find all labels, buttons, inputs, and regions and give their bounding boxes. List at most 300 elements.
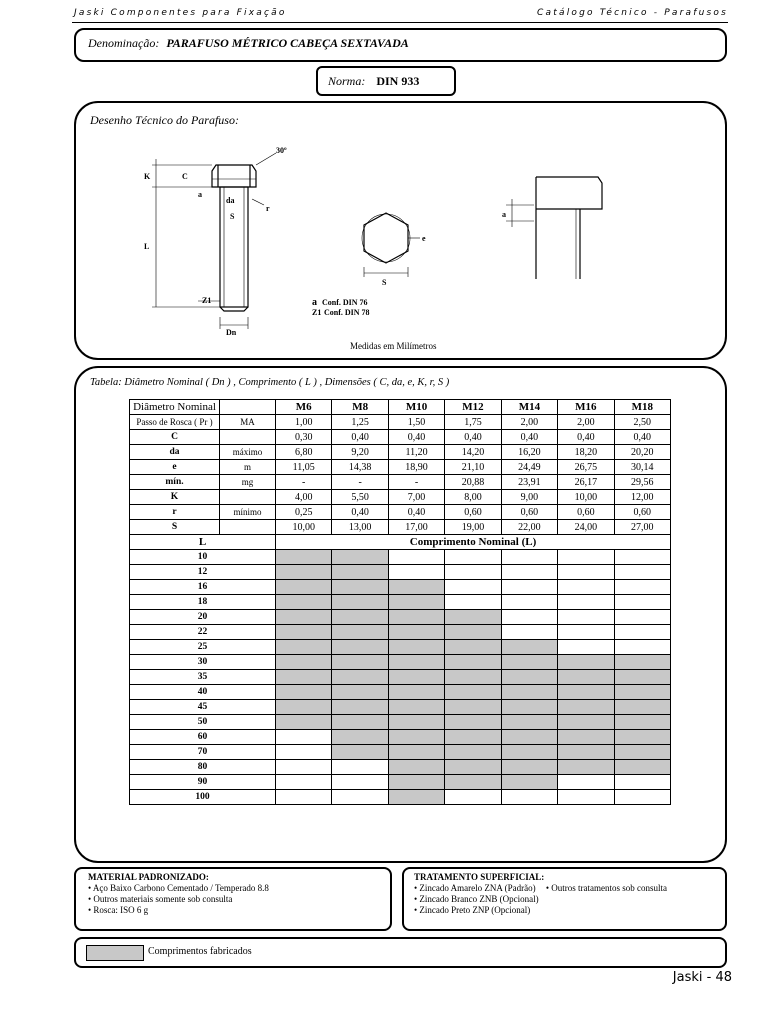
length-row xyxy=(130,625,671,640)
spec-row-sublabel xyxy=(220,400,276,415)
spec-cell: 4,00 xyxy=(276,490,332,505)
drawing-note-a-text: Conf. DIN 76 xyxy=(322,298,368,307)
availability-cell xyxy=(558,580,614,595)
availability-cell xyxy=(332,700,388,715)
availability-cell xyxy=(501,550,557,565)
availability-cell xyxy=(445,550,501,565)
availability-cell xyxy=(332,730,388,745)
availability-cell xyxy=(501,745,557,760)
spec-cell: M6 xyxy=(276,400,332,415)
availability-cell xyxy=(614,565,670,580)
spec-cell: 20,88 xyxy=(445,475,501,490)
spec-row xyxy=(130,520,671,535)
spec-cell: 14,20 xyxy=(445,445,501,460)
drawing-label-da: da xyxy=(226,196,235,205)
availability-cell xyxy=(558,655,614,670)
surface-treatment-box xyxy=(402,867,727,931)
length-label: 20 xyxy=(130,610,276,625)
spec-cell: 0,60 xyxy=(558,505,614,520)
availability-cell xyxy=(501,595,557,610)
page-number: Jaski - 48 xyxy=(672,970,732,985)
material-title: MATERIAL PADRONIZADO: xyxy=(88,872,209,882)
length-label: 30 xyxy=(130,655,276,670)
availability-cell xyxy=(445,580,501,595)
availability-cell xyxy=(614,775,670,790)
spec-cell: M12 xyxy=(445,400,501,415)
availability-cell xyxy=(388,685,444,700)
length-header-label: L xyxy=(130,535,276,550)
availability-cell xyxy=(501,775,557,790)
availability-cell xyxy=(445,625,501,640)
availability-cell xyxy=(388,760,444,775)
length-row xyxy=(130,595,671,610)
spec-cell: 0,40 xyxy=(614,430,670,445)
availability-cell xyxy=(276,655,332,670)
availability-cell xyxy=(445,745,501,760)
availability-cell xyxy=(388,595,444,610)
availability-cell xyxy=(276,565,332,580)
spec-row-label: S xyxy=(130,520,220,535)
denomination-value: PARAFUSO MÉTRICO CABEÇA SEXTAVADA xyxy=(166,36,409,50)
spec-cell: M14 xyxy=(501,400,557,415)
availability-cell xyxy=(332,775,388,790)
availability-cell xyxy=(501,670,557,685)
length-row xyxy=(130,655,671,670)
spec-cell: 0,30 xyxy=(276,430,332,445)
spec-cell: 19,00 xyxy=(445,520,501,535)
availability-cell xyxy=(276,640,332,655)
availability-cell xyxy=(614,655,670,670)
spec-row-sublabel: MA xyxy=(220,415,276,430)
length-row xyxy=(130,580,671,595)
spec-row xyxy=(130,400,671,415)
availability-cell xyxy=(501,730,557,745)
availability-cell xyxy=(614,730,670,745)
availability-cell xyxy=(558,715,614,730)
length-label: 18 xyxy=(130,595,276,610)
availability-cell xyxy=(388,655,444,670)
length-label: 22 xyxy=(130,625,276,640)
spec-row-sublabel xyxy=(220,430,276,445)
drawing-label-r: r xyxy=(266,204,270,213)
spec-row xyxy=(130,505,671,520)
length-label: 35 xyxy=(130,670,276,685)
availability-cell xyxy=(388,775,444,790)
spec-cell: 7,00 xyxy=(388,490,444,505)
length-row xyxy=(130,760,671,775)
availability-cell xyxy=(388,610,444,625)
length-label: 50 xyxy=(130,715,276,730)
spec-cell: 27,00 xyxy=(614,520,670,535)
length-label: 16 xyxy=(130,580,276,595)
availability-cell xyxy=(558,685,614,700)
availability-cell xyxy=(445,730,501,745)
treatment-item: • Zincado Amarelo ZNA (Padrão) • Outros tratamentos sob consulta xyxy=(414,883,668,893)
spec-cell: 18,20 xyxy=(558,445,614,460)
length-row xyxy=(130,565,671,580)
availability-cell xyxy=(445,595,501,610)
availability-cell xyxy=(445,670,501,685)
spec-cell: 0,60 xyxy=(501,505,557,520)
length-row xyxy=(130,550,671,565)
norma-value: DIN 933 xyxy=(376,74,420,88)
spec-row-label: da xyxy=(130,445,220,460)
drawing-label-a: a xyxy=(198,190,202,199)
availability-cell xyxy=(388,730,444,745)
spec-cell: 24,00 xyxy=(558,520,614,535)
spec-cell: 6,80 xyxy=(276,445,332,460)
treatment-extra: Outros tratamentos sob consulta xyxy=(551,883,668,893)
spec-cell: 0,40 xyxy=(332,505,388,520)
length-row xyxy=(130,730,671,745)
availability-cell xyxy=(614,745,670,760)
spec-cell: 5,50 xyxy=(332,490,388,505)
availability-cell xyxy=(501,655,557,670)
spec-row-label: K xyxy=(130,490,220,505)
availability-cell xyxy=(614,700,670,715)
spec-cell: 0,40 xyxy=(388,505,444,520)
length-label: 12 xyxy=(130,565,276,580)
availability-cell xyxy=(445,760,501,775)
spec-row-label: C xyxy=(130,430,220,445)
availability-cell xyxy=(558,670,614,685)
spec-cell: 13,00 xyxy=(332,520,388,535)
availability-cell xyxy=(445,655,501,670)
drawing-note-z1-text: Conf. DIN 78 xyxy=(324,308,370,317)
availability-cell xyxy=(614,580,670,595)
availability-cell xyxy=(332,610,388,625)
drawing-label-k: K xyxy=(144,172,151,181)
drawing-note-a-key: a xyxy=(312,297,317,308)
availability-cell xyxy=(501,685,557,700)
availability-cell xyxy=(501,760,557,775)
availability-cell xyxy=(388,550,444,565)
denomination-label: Denominação: xyxy=(88,36,160,50)
availability-cell xyxy=(276,715,332,730)
length-label: 100 xyxy=(130,790,276,805)
spec-cell: 0,40 xyxy=(388,430,444,445)
length-label: 10 xyxy=(130,550,276,565)
bolt-side-view xyxy=(152,153,276,329)
material-item-3: Rosca: ISO 6 g xyxy=(93,905,149,915)
treatment-item-1: Zincado Amarelo ZNA (Padrão) xyxy=(419,883,536,893)
availability-cell xyxy=(501,580,557,595)
legend-box xyxy=(74,937,727,968)
length-row xyxy=(130,610,671,625)
drawing-label-c: C xyxy=(182,172,188,181)
spec-cell: 22,00 xyxy=(501,520,557,535)
material-box xyxy=(74,867,392,931)
spec-cell: 14,38 xyxy=(332,460,388,475)
availability-cell xyxy=(445,685,501,700)
availability-cell xyxy=(332,670,388,685)
availability-cell xyxy=(558,565,614,580)
length-label: 90 xyxy=(130,775,276,790)
availability-cell xyxy=(501,715,557,730)
drawing-label-s2: S xyxy=(382,278,387,287)
units-note: Medidas em Milímetros xyxy=(350,341,437,351)
spec-cell: 1,25 xyxy=(332,415,388,430)
availability-cell xyxy=(276,685,332,700)
availability-cell xyxy=(276,730,332,745)
availability-cell xyxy=(332,655,388,670)
spec-row-label: e xyxy=(130,460,220,475)
availability-cell xyxy=(388,745,444,760)
spec-row xyxy=(130,445,671,460)
length-row xyxy=(130,700,671,715)
availability-cell xyxy=(332,715,388,730)
availability-cell xyxy=(614,760,670,775)
availability-cell xyxy=(614,610,670,625)
availability-cell xyxy=(276,625,332,640)
availability-cell xyxy=(332,685,388,700)
availability-cell xyxy=(388,700,444,715)
spec-cell: 2,50 xyxy=(614,415,670,430)
availability-cell xyxy=(558,595,614,610)
length-row xyxy=(130,685,671,700)
availability-cell xyxy=(558,610,614,625)
drawing-label-dn: Dn xyxy=(226,328,237,337)
availability-cell xyxy=(558,745,614,760)
treatment-item: • Zincado Branco ZNB (Opcional) xyxy=(414,894,539,904)
material-item: • Aço Baixo Carbono Cementado / Temperado 8.8 xyxy=(88,883,269,893)
availability-cell xyxy=(445,640,501,655)
spec-cell: 11,20 xyxy=(388,445,444,460)
spec-cell: 20,20 xyxy=(614,445,670,460)
spec-cell: 23,91 xyxy=(501,475,557,490)
availability-cell xyxy=(332,550,388,565)
availability-cell xyxy=(614,670,670,685)
availability-cell xyxy=(445,775,501,790)
drawing-label-z1: Z1 xyxy=(202,296,212,305)
drawing-label-s: S xyxy=(230,212,235,221)
availability-cell xyxy=(501,625,557,640)
spec-cell: 26,17 xyxy=(558,475,614,490)
availability-cell xyxy=(276,775,332,790)
spec-cell: 0,40 xyxy=(558,430,614,445)
spec-cell: 1,00 xyxy=(276,415,332,430)
treatment-item-2: Zincado Branco ZNB (Opcional) xyxy=(419,894,539,904)
spec-cell: 10,00 xyxy=(276,520,332,535)
denomination-box xyxy=(74,28,727,62)
spec-cell: - xyxy=(388,475,444,490)
availability-cell xyxy=(614,640,670,655)
availability-cell xyxy=(614,685,670,700)
availability-cell xyxy=(614,715,670,730)
spec-cell: 11,05 xyxy=(276,460,332,475)
availability-cell xyxy=(276,700,332,715)
length-row xyxy=(130,640,671,655)
treatment-title: TRATAMENTO SUPERFICIAL: xyxy=(414,872,545,882)
drawing-note-z1-key: Z1 xyxy=(312,308,322,317)
availability-cell xyxy=(558,625,614,640)
availability-cell xyxy=(388,715,444,730)
availability-cell xyxy=(276,670,332,685)
availability-cell xyxy=(388,790,444,805)
availability-cell xyxy=(332,790,388,805)
length-row xyxy=(130,745,671,760)
spec-cell: 8,00 xyxy=(445,490,501,505)
availability-cell xyxy=(445,700,501,715)
spec-row xyxy=(130,460,671,475)
spec-cell: 21,10 xyxy=(445,460,501,475)
spec-cell: 17,00 xyxy=(388,520,444,535)
legend-label: Comprimentos fabricados xyxy=(148,946,252,957)
availability-cell xyxy=(332,745,388,760)
availability-cell xyxy=(501,610,557,625)
availability-cell xyxy=(332,760,388,775)
availability-cell xyxy=(276,760,332,775)
drawing-label-l: L xyxy=(144,242,150,251)
length-label: 25 xyxy=(130,640,276,655)
spec-cell: M18 xyxy=(614,400,670,415)
norma-box xyxy=(316,66,456,96)
availability-cell xyxy=(332,625,388,640)
availability-cell xyxy=(614,595,670,610)
length-label: 45 xyxy=(130,700,276,715)
availability-cell xyxy=(276,790,332,805)
spec-row-sublabel: mínimo xyxy=(220,505,276,520)
spec-cell: 24,49 xyxy=(501,460,557,475)
drawing-label-a2: a xyxy=(502,210,506,219)
availability-cell xyxy=(276,610,332,625)
availability-cell xyxy=(501,700,557,715)
availability-cell xyxy=(276,745,332,760)
length-label: 80 xyxy=(130,760,276,775)
availability-cell xyxy=(388,670,444,685)
spec-cell: M10 xyxy=(388,400,444,415)
drawing-label-e: e xyxy=(422,234,426,243)
length-header-title: Comprimento Nominal (L) xyxy=(276,535,671,550)
length-row xyxy=(130,790,671,805)
spec-row xyxy=(130,490,671,505)
material-item-2: Outros materiais somente sob consulta xyxy=(93,894,233,904)
availability-cell xyxy=(614,625,670,640)
spec-cell: 0,40 xyxy=(332,430,388,445)
treatment-item-3: Zincado Preto ZNP (Opcional) xyxy=(419,905,531,915)
table-title: Tabela: Diâmetro Nominal ( Dn ) , Comprimento ( L ) , Dimensões ( C, da, e, K, r, S ) xyxy=(90,377,450,388)
availability-cell xyxy=(445,610,501,625)
spec-cell: 1,50 xyxy=(388,415,444,430)
bolt-technical-drawing xyxy=(136,141,676,337)
availability-cell xyxy=(445,790,501,805)
header-company: Jaski Componentes para Fixação xyxy=(74,8,287,18)
availability-cell xyxy=(558,760,614,775)
length-label: 70 xyxy=(130,745,276,760)
spec-row xyxy=(130,430,671,445)
spec-cell: 0,60 xyxy=(445,505,501,520)
spec-row-label: r xyxy=(130,505,220,520)
availability-cell xyxy=(445,565,501,580)
technical-drawing-panel xyxy=(74,101,727,360)
length-label: 60 xyxy=(130,730,276,745)
spec-row-label: Diâmetro Nominal xyxy=(130,400,220,415)
availability-cell xyxy=(558,640,614,655)
spec-row-label: Passo de Rosca ( Pr ) xyxy=(130,415,220,430)
availability-cell xyxy=(501,640,557,655)
availability-cell xyxy=(332,565,388,580)
availability-cell xyxy=(501,790,557,805)
spec-row xyxy=(130,475,671,490)
availability-cell xyxy=(501,565,557,580)
availability-cell xyxy=(388,640,444,655)
length-row xyxy=(130,715,671,730)
spec-cell: 2,00 xyxy=(501,415,557,430)
spec-cell: 0,25 xyxy=(276,505,332,520)
drawing-title: Desenho Técnico do Parafuso: xyxy=(90,113,239,127)
availability-cell xyxy=(558,700,614,715)
spec-cell: 0,60 xyxy=(614,505,670,520)
dimensions-table xyxy=(129,399,671,805)
spec-cell: 9,00 xyxy=(501,490,557,505)
treatment-item: • Zincado Preto ZNP (Opcional) xyxy=(414,905,531,915)
norma-label: Norma: xyxy=(328,74,366,88)
spec-cell: 9,20 xyxy=(332,445,388,460)
spec-cell: 0,40 xyxy=(445,430,501,445)
availability-cell xyxy=(276,550,332,565)
bolt-hex-top-view xyxy=(362,213,420,277)
availability-cell xyxy=(388,580,444,595)
availability-cell xyxy=(558,550,614,565)
spec-cell: 18,90 xyxy=(388,460,444,475)
availability-cell xyxy=(558,730,614,745)
availability-cell xyxy=(332,640,388,655)
spec-cell: M16 xyxy=(558,400,614,415)
spec-row-sublabel xyxy=(220,490,276,505)
availability-cell xyxy=(332,595,388,610)
spec-cell: 12,00 xyxy=(614,490,670,505)
availability-cell xyxy=(614,550,670,565)
availability-cell xyxy=(614,790,670,805)
length-label: 40 xyxy=(130,685,276,700)
header-divider xyxy=(72,22,728,23)
availability-cell xyxy=(445,715,501,730)
spec-cell: M8 xyxy=(332,400,388,415)
spec-cell: 1,75 xyxy=(445,415,501,430)
spec-cell: - xyxy=(332,475,388,490)
length-header-row xyxy=(130,535,671,550)
length-row xyxy=(130,670,671,685)
spec-row-sublabel xyxy=(220,520,276,535)
spec-cell: - xyxy=(276,475,332,490)
spec-cell: 16,20 xyxy=(501,445,557,460)
spec-row xyxy=(130,415,671,430)
legend-swatch xyxy=(86,945,144,961)
material-item: • Outros materiais somente sob consulta xyxy=(88,894,233,904)
bolt-detail-view xyxy=(506,177,602,279)
spec-row-sublabel: máximo xyxy=(220,445,276,460)
availability-cell xyxy=(558,775,614,790)
spec-cell: 0,40 xyxy=(501,430,557,445)
length-row xyxy=(130,775,671,790)
spec-cell: 10,00 xyxy=(558,490,614,505)
availability-cell xyxy=(388,625,444,640)
availability-cell xyxy=(388,565,444,580)
spec-row-sublabel: m xyxy=(220,460,276,475)
material-item: • Rosca: ISO 6 g xyxy=(88,905,149,915)
spec-cell: 2,00 xyxy=(558,415,614,430)
drawing-label-angle: 30º xyxy=(276,146,287,155)
spec-cell: 30,14 xyxy=(614,460,670,475)
availability-cell xyxy=(276,580,332,595)
availability-cell xyxy=(332,580,388,595)
availability-cell xyxy=(276,595,332,610)
spec-row-sublabel: mg xyxy=(220,475,276,490)
spec-row-label: mín. xyxy=(130,475,220,490)
availability-cell xyxy=(558,790,614,805)
header-catalog: Catálogo Técnico - Parafusos xyxy=(537,8,728,18)
spec-cell: 29,56 xyxy=(614,475,670,490)
